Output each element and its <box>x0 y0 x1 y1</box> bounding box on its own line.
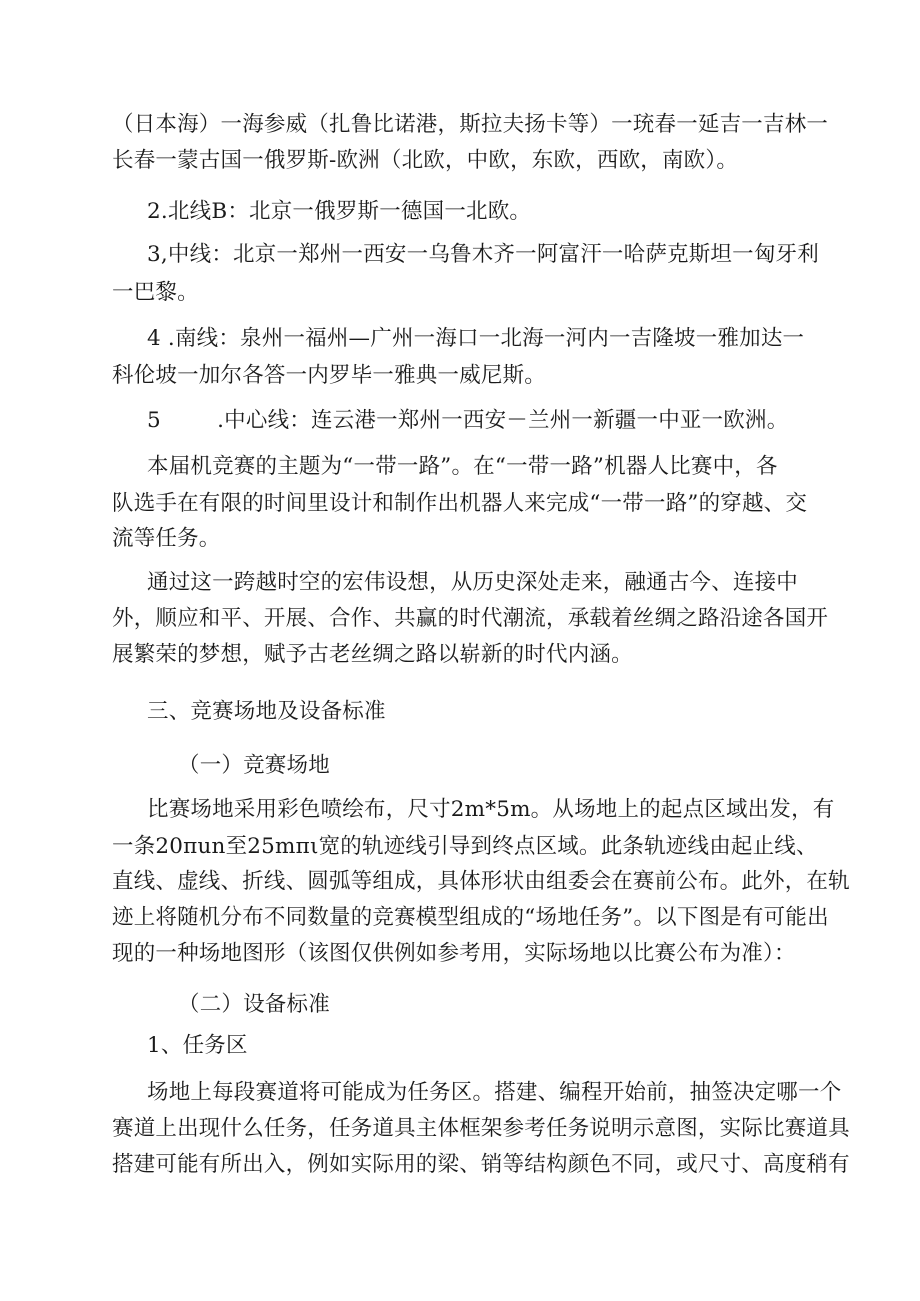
text-line: 比赛场地采用彩色喷绘布，尺寸2m*5m。从场地上的起点区域出发，有 <box>147 797 835 822</box>
text-line: 直线、虚线、折线、圆弧等组成，具体形状由组委会在赛前公布。此外，在轨 <box>112 869 850 894</box>
text-line: 2.北线B：北京一俄罗斯一德国一北欧。 <box>147 199 532 224</box>
text-line: 4 .南线：泉州一福州—广州一海口一北海一河内一吉隆坡一雅加达一 <box>147 326 805 351</box>
section-heading: 三、竞赛场地及设备标准 <box>147 699 386 724</box>
text-line: 外，顺应和平、开展、合作、共赢的时代潮流，承载着丝绸之路沿途各国开 <box>112 606 829 631</box>
text-line: 一巴黎。 <box>112 280 199 305</box>
text-line: 本届机竞赛的主题为“一带一路”。在“一带一路”机器人比赛中，各 <box>147 454 778 479</box>
subsection-heading: （一）竞赛场地 <box>178 753 330 778</box>
text-line: 3,中线：北京一郑州一西安一乌鲁木齐一阿富汗一哈萨克斯坦一匈牙利 <box>147 242 819 267</box>
text-line: 长春一蒙古国一俄罗斯-欧洲（北欧，中欧，东欧，西欧，南欧）。 <box>112 148 739 173</box>
text-line: 一条20πun至25mπι宽的轨迹线引导到终点区域。此条轨迹线由起止线、 <box>112 834 818 859</box>
text-line: 场地上每段赛道将可能成为任务区。搭建、编程开始前，抽签决定哪一个 <box>147 1080 842 1105</box>
item-heading: 1、任务区 <box>147 1033 248 1058</box>
text-line: 搭建可能有所出入，例如实际用的梁、销等结构颜色不同，或尺寸、高度稍有 <box>112 1152 850 1177</box>
text-line: 赛道上出现什么任务，任务道具主体框架参考任务说明示意图，实际比赛道具 <box>112 1116 850 1141</box>
text-line: 流等任务。 <box>112 526 221 551</box>
text-line: （日本海）一海参威（扎鲁比诺港，斯拉夫扬卡等）一珫春一延吉一吉林一 <box>112 112 829 137</box>
text-line: 5 .中心线：连云港一郑州一西安－兰州一新疆一中亚一欧洲。 <box>147 408 789 433</box>
text-line: 科伦坡一加尔各答一内罗毕一雅典一威尼斯。 <box>112 363 547 388</box>
text-line: 队选手在有限的时间里设计和制作出机器人来完成“一带一路”的穿越、交 <box>112 491 808 516</box>
text-line: 展繁荣的梦想，赋予古老丝绸之路以崭新的时代内涵。 <box>112 642 633 667</box>
text-line: 迹上将随机分布不同数量的竞赛模型组成的“场地任务”。以下图是有可能出 <box>112 905 829 930</box>
subsection-heading: （二）设备标准 <box>178 992 330 1017</box>
text-line: 现的一种场地图形（该图仅供例如参考用，实际场地以比赛公布为准）： <box>112 941 796 966</box>
text-line: 通过这一跨越时空的宏伟设想，从历史深处走来，融通古今、连接中 <box>147 570 799 595</box>
